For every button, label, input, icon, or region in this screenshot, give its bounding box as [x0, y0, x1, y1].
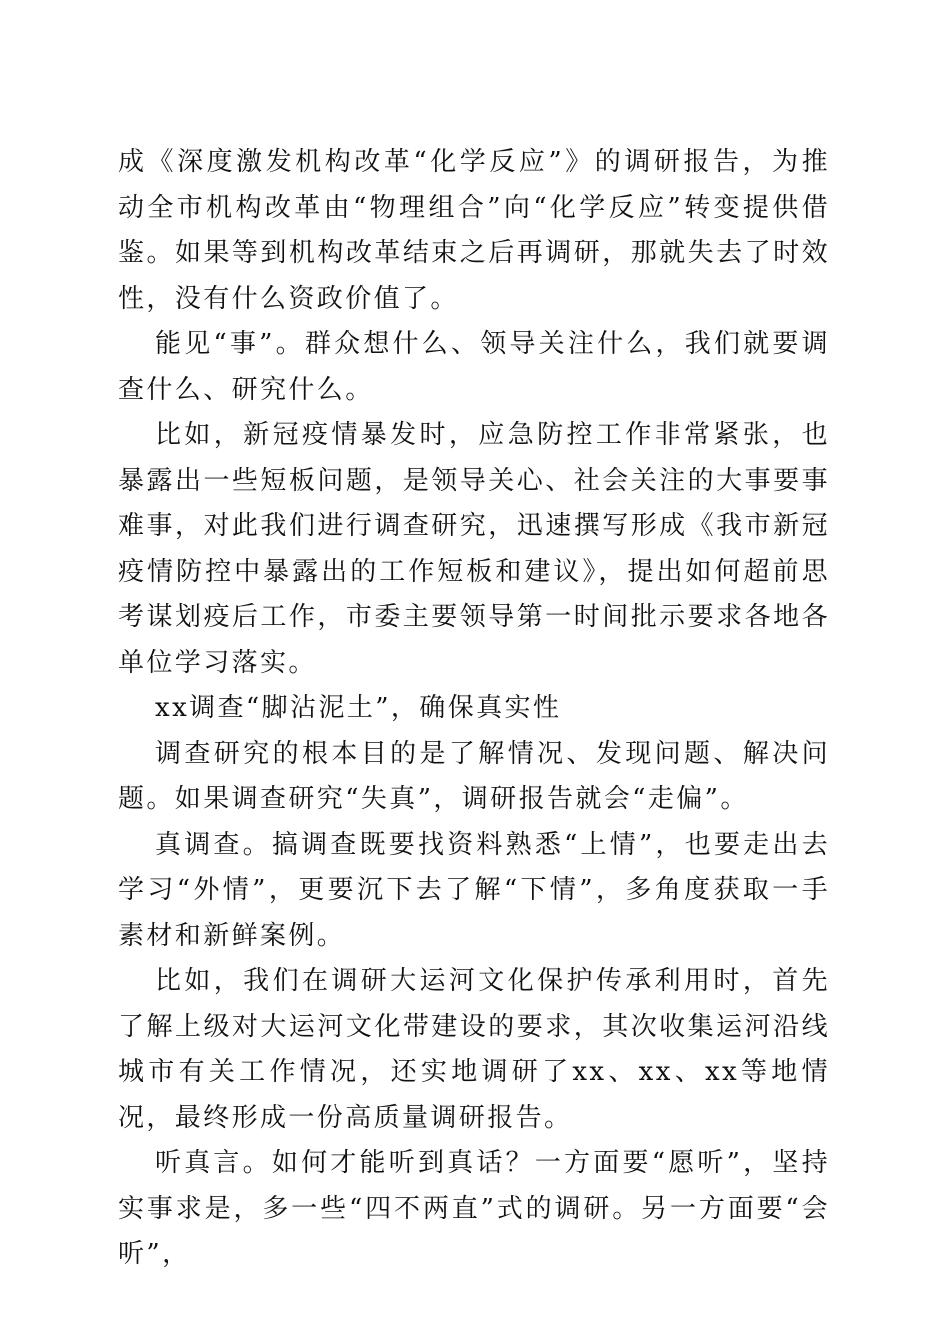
paragraph: 能见“事”。群众想什么、领导关注什么，我们就要调查什么、研究什么。 — [118, 329, 830, 405]
paragraph: 调查研究的根本目的是了解情况、发现问题、解决问题。如果调查研究“失真”，调研报告就会“走偏”。 — [118, 738, 830, 814]
paragraph: 成《深度激发机构改革“化学反应”》的调研报告，为推动全市机构改革由“物理组合”向“化学反应”转变提供借鉴。如果等到机构改革结束之后再调研，那就失去了时效性，没有什么资政价值了。 — [118, 147, 830, 314]
paragraph: 比如，我们在调研大运河文化保护传承利用时，首先了解上级对大运河文化带建设的要求，其次收集运河沿线城市有关工作情况，还实地调研了xx、xx、xx等地情况，最终形成一份高质量调研报告。 — [118, 966, 830, 1133]
paragraph: 比如，新冠疫情暴发时，应急防控工作非常紧张，也暴露出一些短板问题，是领导关心、社会关注的大事要事难事，对此我们进行调查研究，迅速撰写形成《我市新冠疫情防控中暴露出的工作短板和建议》，提出如何超前思考谋划疫后工作，市委主要领导第一时间批示要求各地各单位学习落实。 — [118, 420, 830, 678]
paragraph: 真调查。搞调查既要找资料熟悉“上情”，也要走出去学习“外情”，更要沉下去了解“下情”，多角度获取一手素材和新鲜案例。 — [118, 829, 830, 951]
paragraph: 听真言。如何才能听到真话？一方面要“愿听”，坚持实事求是，多一些“四不两直”式的调研。另一方面要“会听”， — [118, 1148, 830, 1269]
section-heading: xx调查“脚沾泥土”，确保真实性 — [155, 693, 562, 723]
document-body — [118, 140, 830, 1278]
